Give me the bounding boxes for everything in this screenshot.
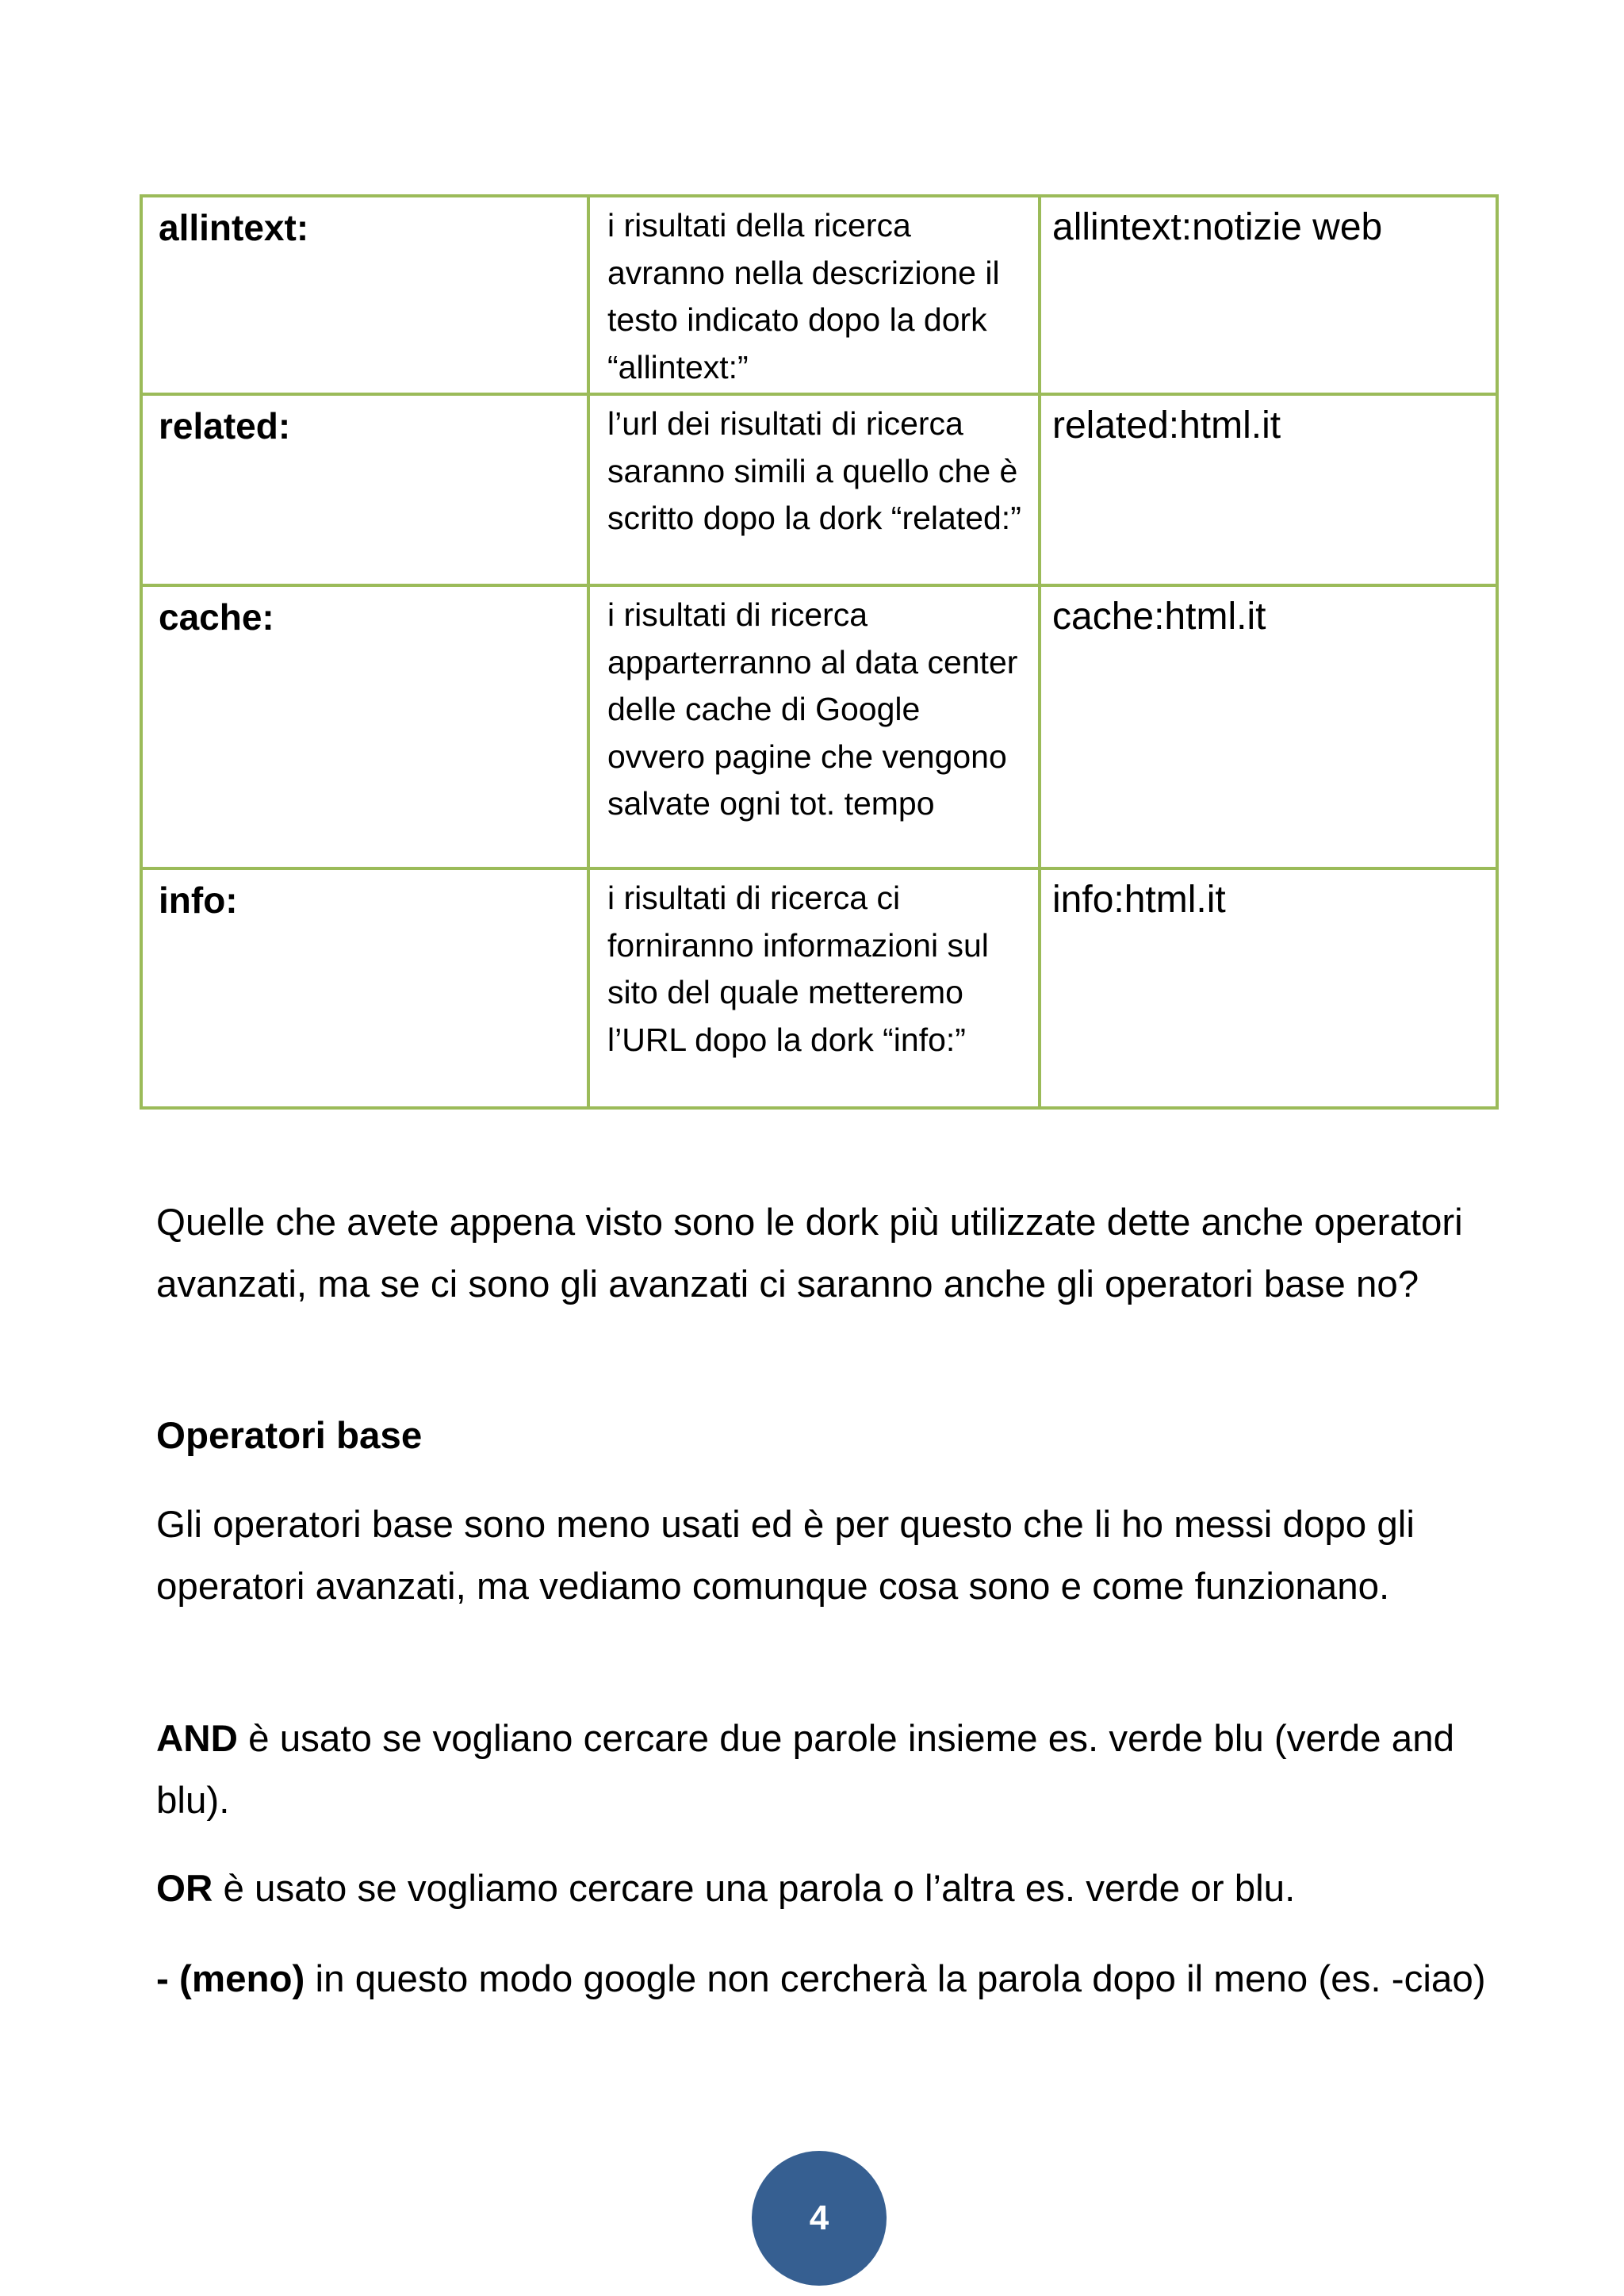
dork-name-cell [141, 868, 588, 1108]
intro-paragraph: Quelle che avete appena visto sono le dork più utilizzate dette anche operatori avanzati, ma se ci sono gli avanzati ci saranno anche gli operatori base no? [156, 1202, 1463, 1305]
dork-example: allintext:notizie web [1052, 206, 1383, 248]
dork-example: cache:html.it [1052, 596, 1266, 638]
dork-description: i risultati di ricerca apparterranno al data center delle cache di Google ovvero pagine che vengono salvate ogni tot. tempo [607, 596, 1018, 822]
operator-term: OR [156, 1868, 213, 1910]
dork-example-cell [1040, 196, 1497, 394]
dork-description: i risultati di ricerca ci forniranno informazioni sul sito del quale metteremo l’URL dopo la dork “info:” [607, 880, 989, 1058]
dork-example: related:html.it [1052, 404, 1281, 447]
operator-or [156, 1858, 1488, 1920]
dork-description: i risultati della ricerca avranno nella descrizione il testo indicato dopo la dork “allintext:” [607, 207, 1000, 385]
dork-name-cell [141, 394, 588, 585]
dork-name: cache: [159, 596, 274, 638]
dork-example-cell [1040, 868, 1497, 1108]
dork-name: info: [159, 880, 238, 921]
dork-description: l’url dei risultati di ricerca saranno simili a quello che è scritto dopo la dork “related:” [607, 405, 1021, 536]
dork-description-cell [588, 585, 1040, 868]
table-row [141, 196, 1497, 394]
dork-name: allintext: [159, 207, 309, 248]
operator-term: - (meno) [156, 1958, 305, 2000]
table-row [141, 394, 1497, 585]
dork-example-cell [1040, 585, 1497, 868]
operator-minus [156, 1949, 1488, 2010]
operator-text: è usato se vogliano cercare due parole insieme es. verde blu (verde and blu). [156, 1718, 1455, 1822]
dork-name-cell [141, 196, 588, 394]
dork-description-cell [588, 196, 1040, 394]
dork-description-cell [588, 868, 1040, 1108]
dork-name: related: [159, 405, 291, 447]
dork-example-cell [1040, 394, 1497, 585]
dork-description-cell [588, 394, 1040, 585]
dork-table [140, 194, 1499, 1110]
table-row [141, 585, 1497, 868]
operator-and [156, 1708, 1488, 1832]
page-number-badge: 4 [752, 2151, 887, 2286]
table-row [141, 868, 1497, 1108]
section-paragraph: Gli operatori base sono meno usati ed è per questo che li ho messi dopo gli operatori avanzati, ma vediamo comunque cosa sono e come funzionano. [156, 1504, 1415, 1608]
dork-example: info:html.it [1052, 879, 1226, 921]
section-heading: Operatori base [156, 1415, 423, 1457]
operator-text: è usato se vogliamo cercare una parola o l’altra es. verde or blu. [213, 1868, 1296, 1910]
operator-text: in questo modo google non cercherà la parola dopo il meno (es. -ciao) [304, 1958, 1486, 2000]
operator-term: AND [156, 1718, 238, 1760]
dork-name-cell [141, 585, 588, 868]
